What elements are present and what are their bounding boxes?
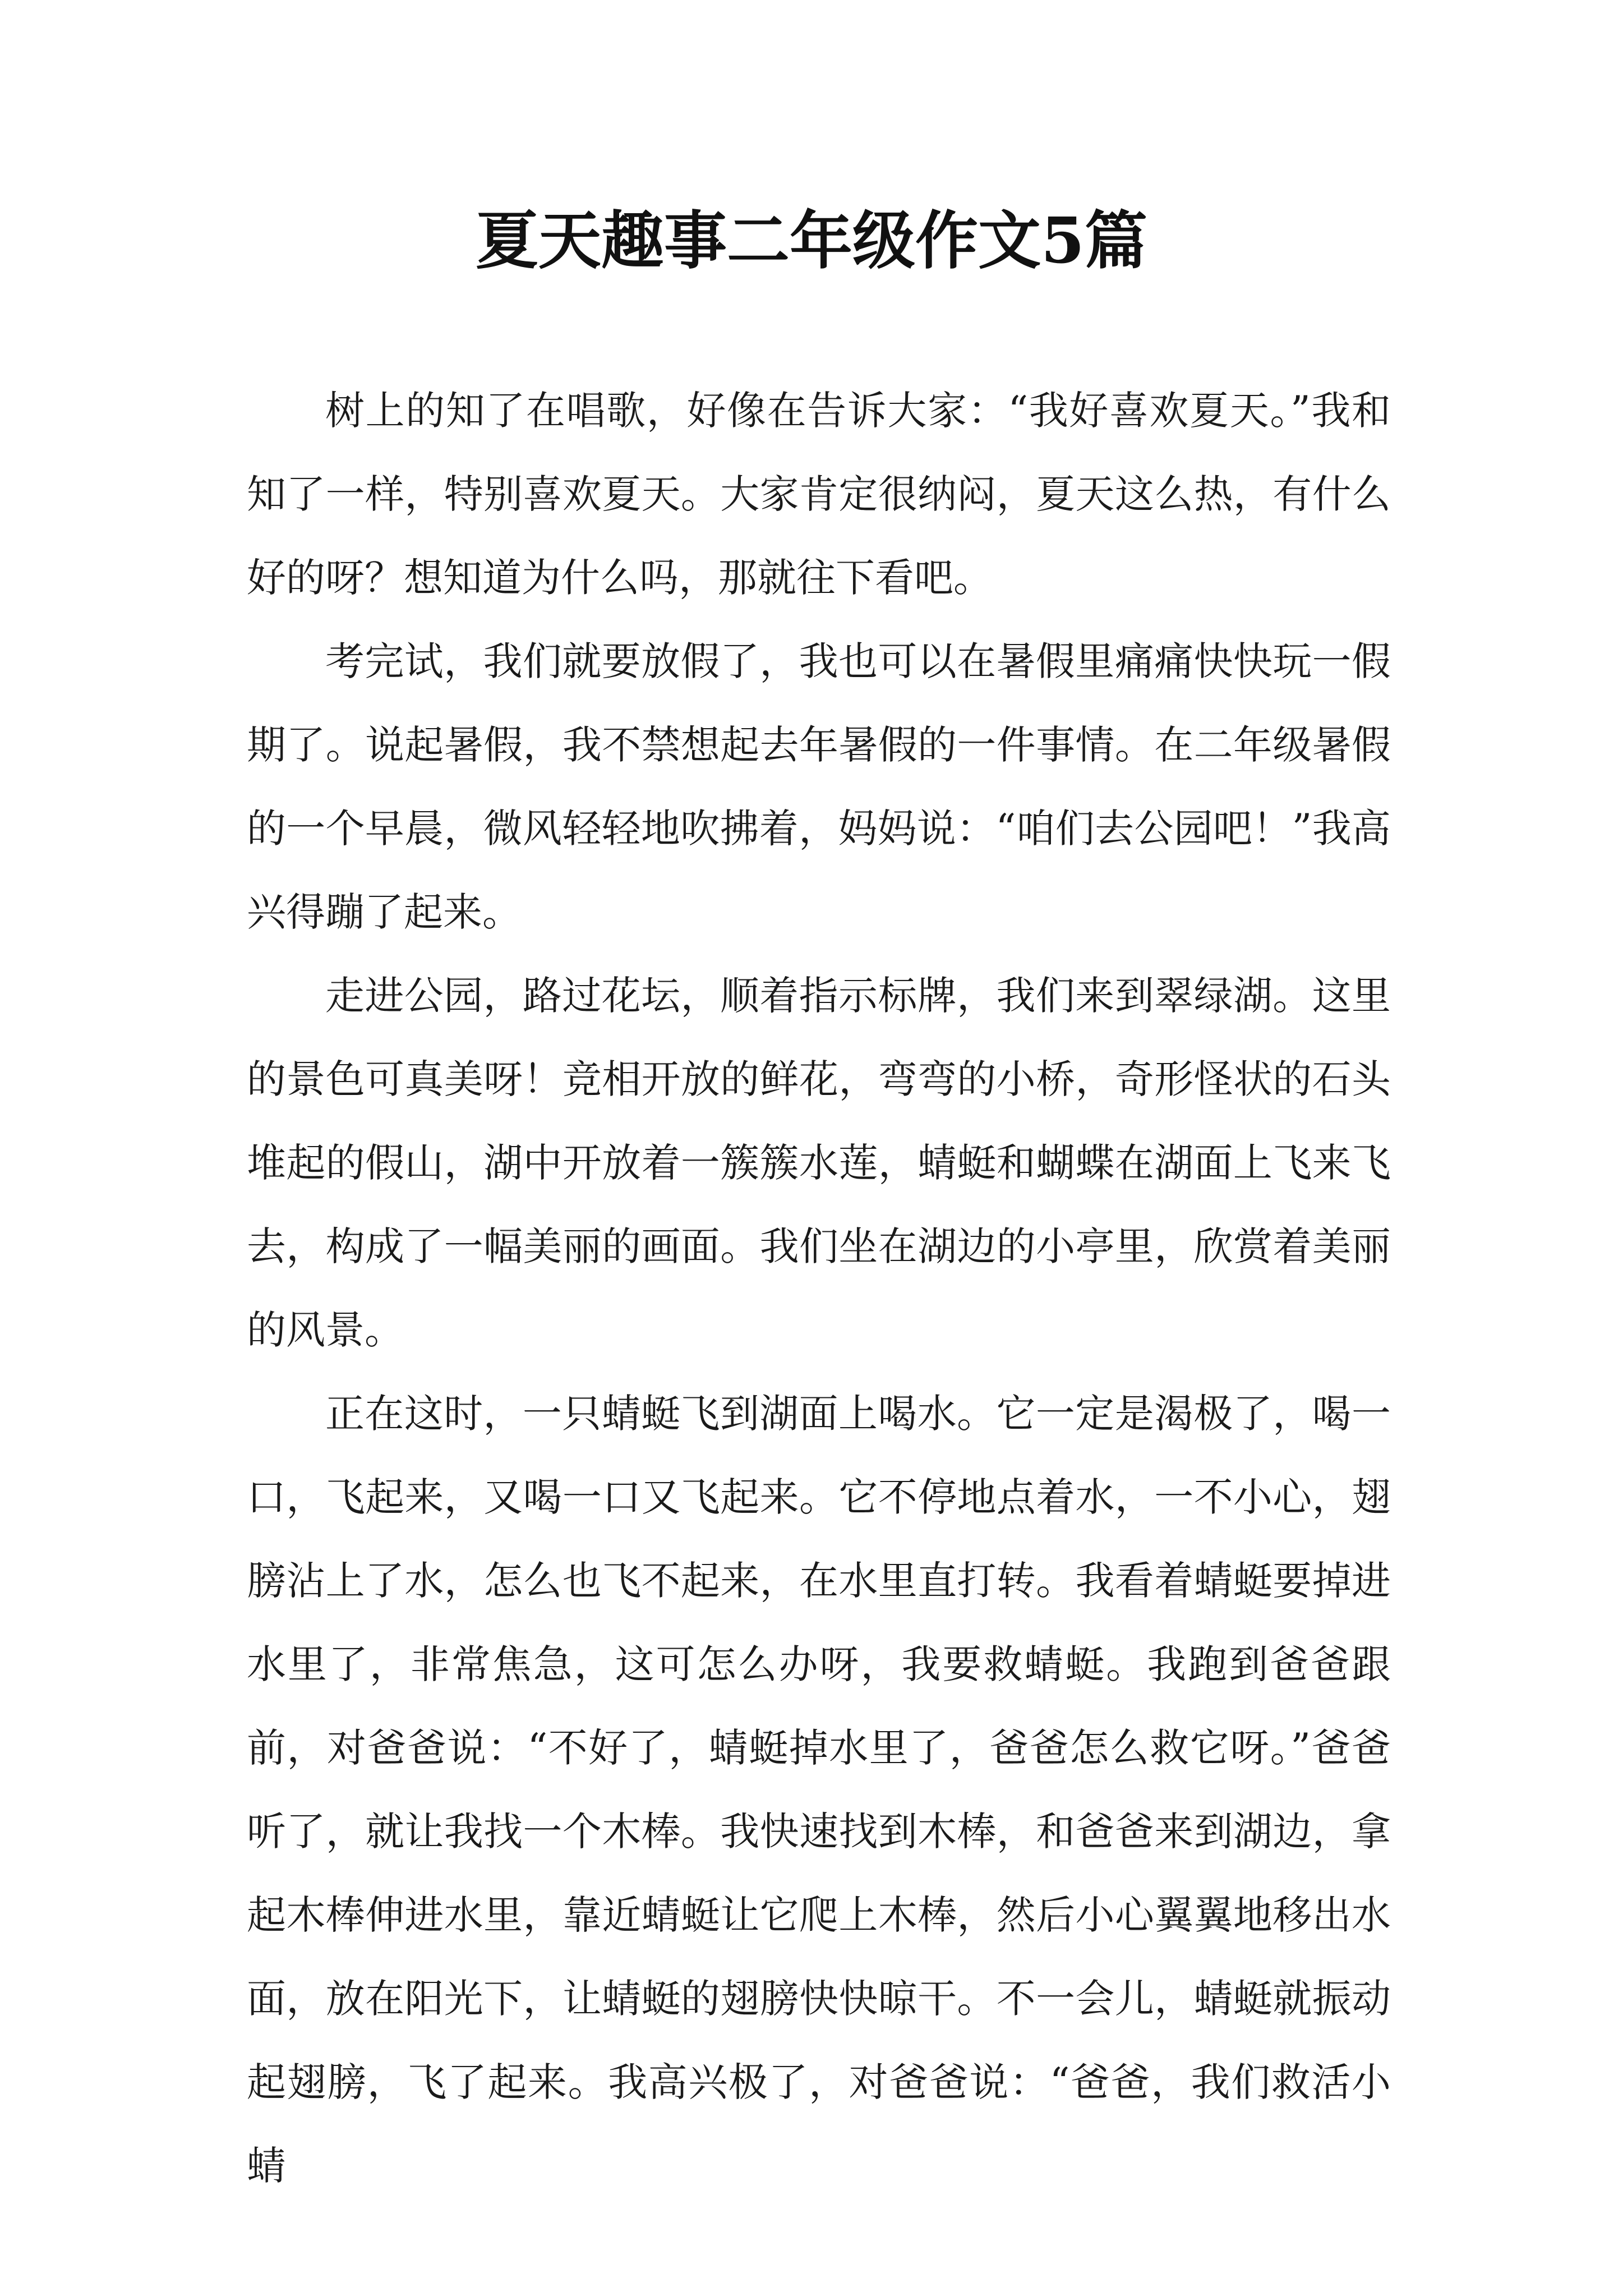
paragraph-1: 树上的知了在唱歌，好像在告诉大家：“我好喜欢夏天。”我和知了一样，特别喜欢夏天。大家肯定很纳闷，夏天这么热，有什么好的呀？想知道为什么吗，那就往下看吧。 xyxy=(247,388,1391,601)
document-title: 夏天趣事二年级作文5篇 xyxy=(476,204,1147,278)
document-body xyxy=(247,369,1391,2208)
paragraph-4: 正在这时，一只蜻蜓飞到湖面上喝水。它一定是渴极了，喝一口，飞起来，又喝一口又飞起来。它不停地点着水，一不小心，翅膀沾上了水，怎么也飞不起来，在水里直打转。我看着蜻蜓要掉进水里了，非常焦急，这可怎么办呀，我要救蜻蜓。我跑到爸爸跟前，对爸爸说：“不好了，蜻蜓掉水里了，爸爸怎么救它呀。”爸爸听了，就让我找一个木棒。我快速找到木棒，和爸爸来到湖边，拿起木棒伸进水里，靠近蜻蜓让它爬上木棒，然后小心翼翼地移出水面，放在阳光下，让蜻蜓的翅膀快快晾干。不一会儿，蜻蜓就振动起翅膀，飞了起来。我高兴极了，对爸爸说：“爸爸，我们救活小蜻 xyxy=(247,1391,1391,2189)
paragraph-2: 考完试，我们就要放假了，我也可以在暑假里痛痛快快玩一假期了。说起暑假，我不禁想起去年暑假的一件事情。在二年级暑假的一个早晨，微风轻轻地吹拂着，妈妈说：“咱们去公园吧！”我高兴得蹦了起来。 xyxy=(247,638,1391,935)
paragraph-3: 走进公园，路过花坛，顺着指示标牌，我们来到翠绿湖。这里的景色可真美呀！竞相开放的鲜花，弯弯的小桥，奇形怪状的石头堆起的假山，湖中开放着一簇簇水莲，蜻蜓和蝴蝶在湖面上飞来飞去，构成了一幅美丽的画面。我们坐在湖边的小亭里，欣赏着美丽的风景。 xyxy=(247,973,1391,1353)
